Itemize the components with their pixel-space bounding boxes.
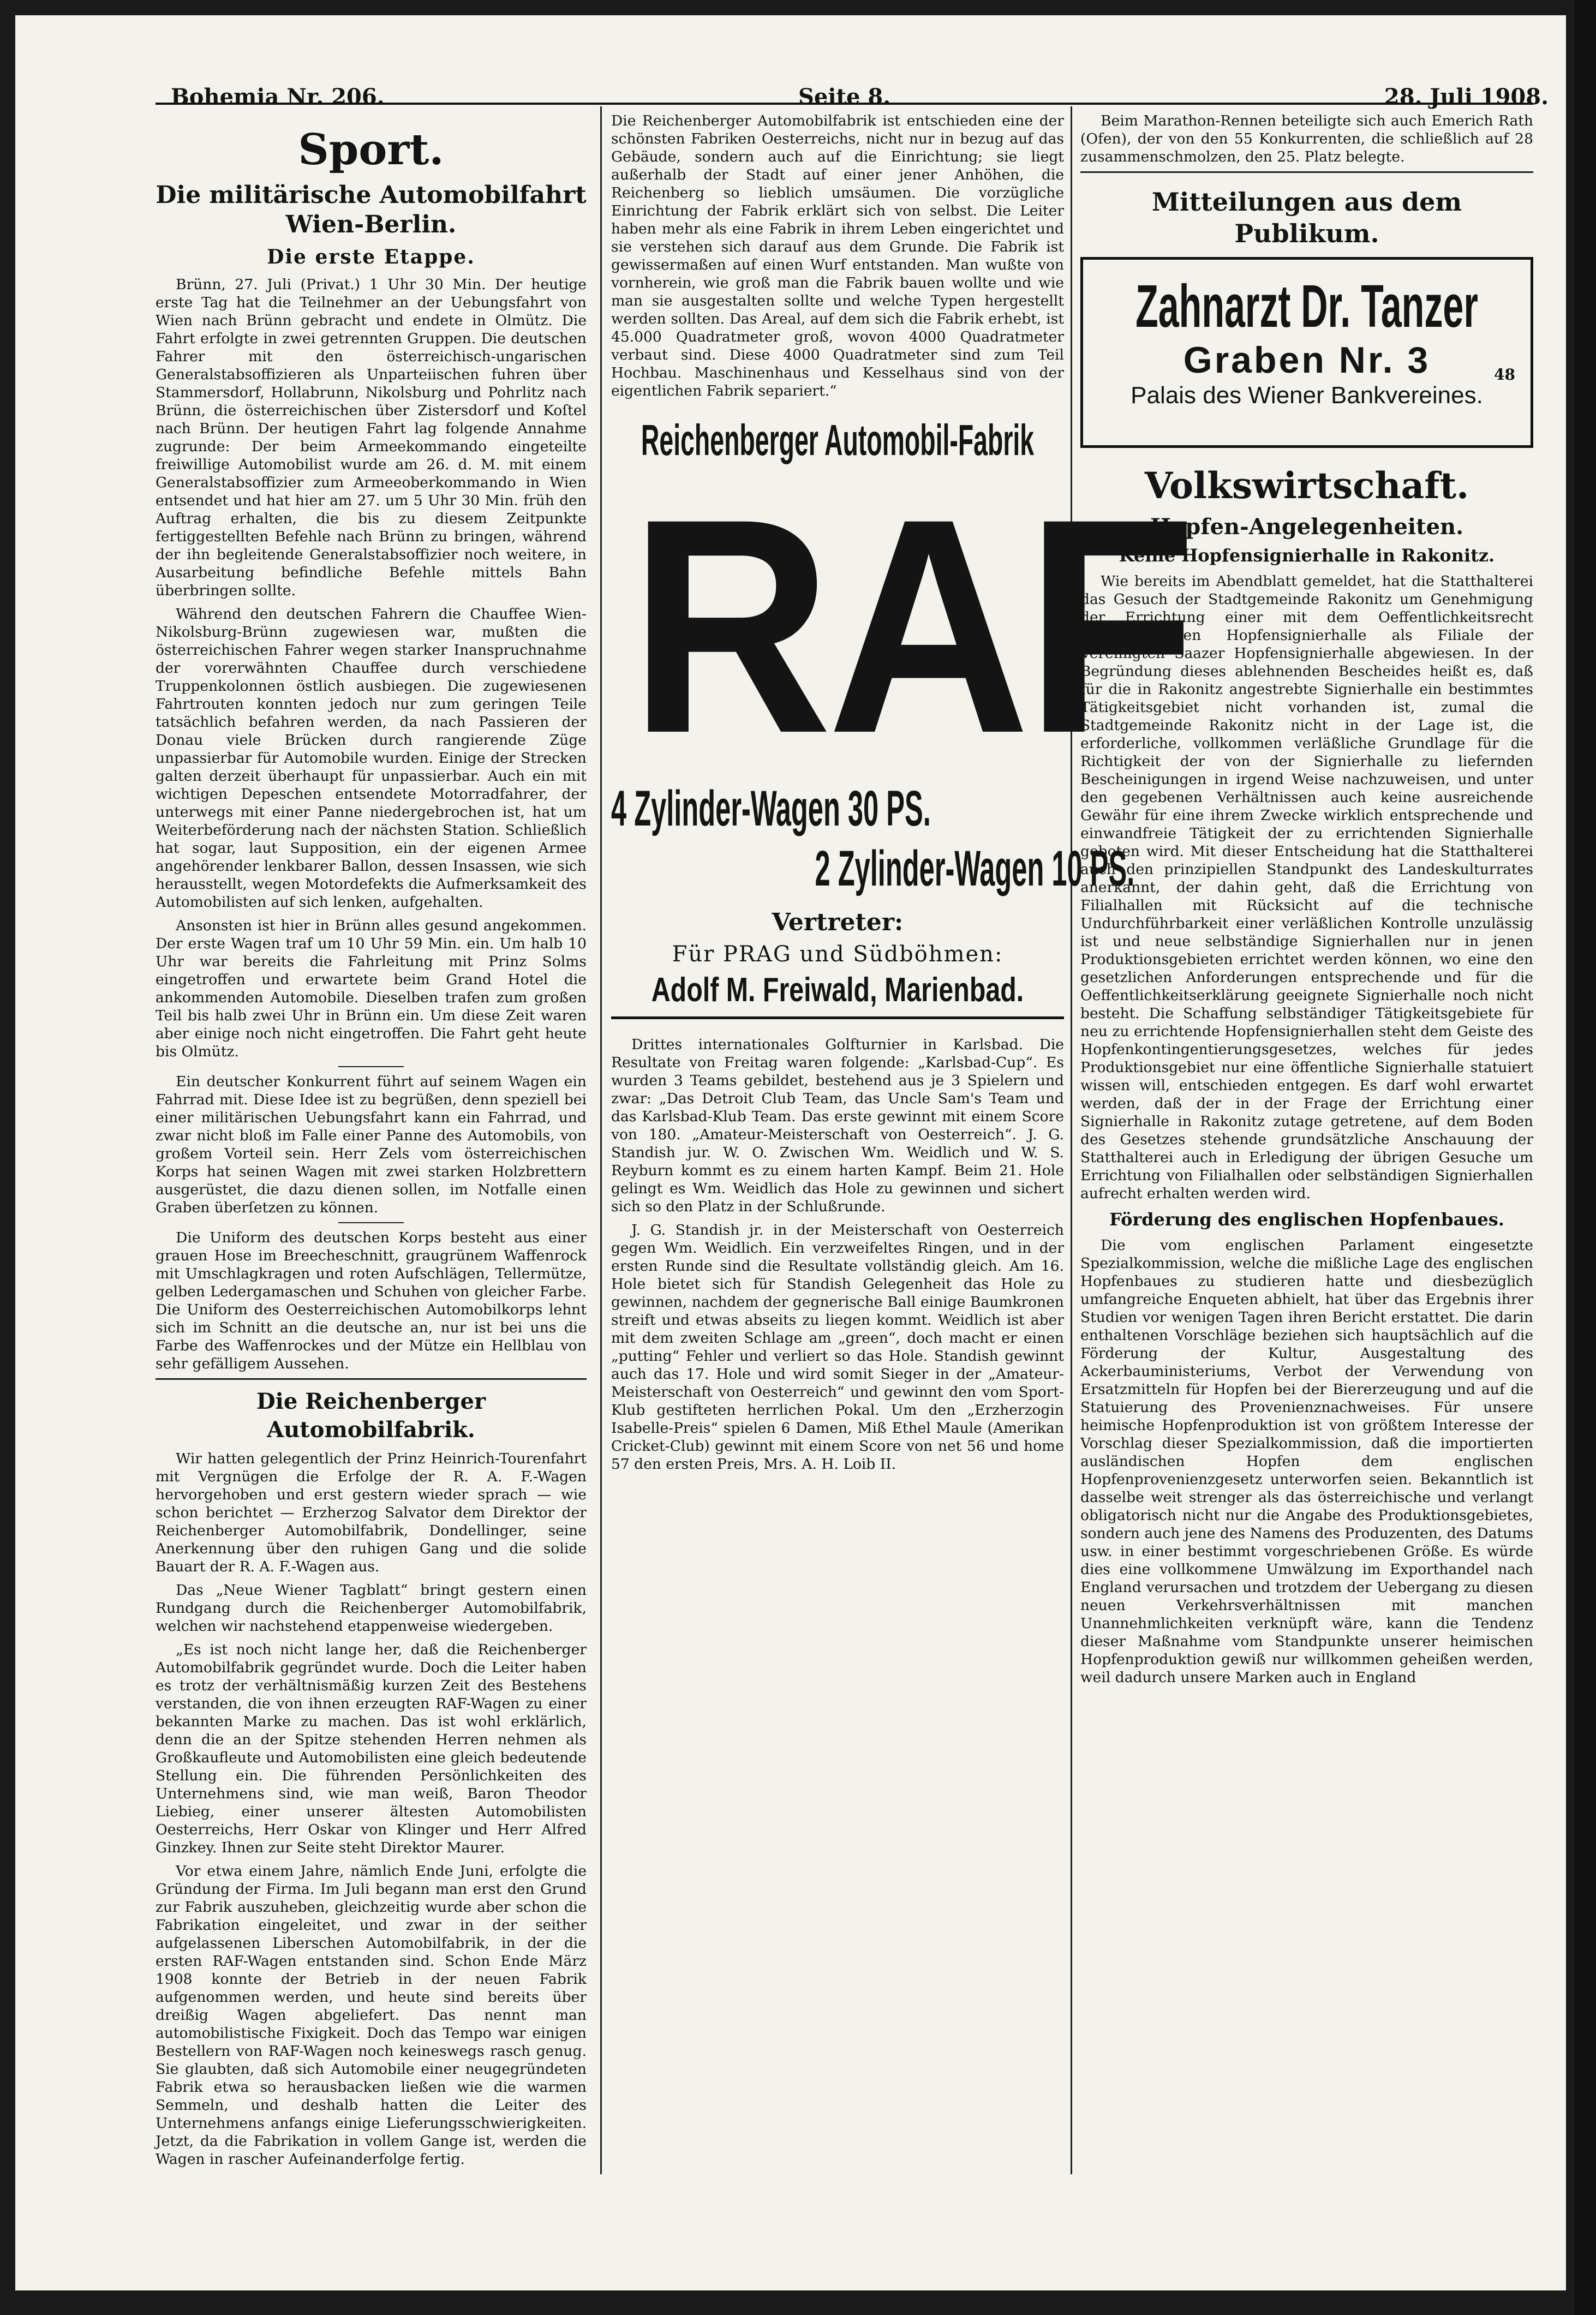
article-title-automobilfahrt: Die militärische Automobilfahrt Wien-Berlin.	[156, 181, 587, 238]
article-paragraph: Vor etwa einem Jahre, nämlich Ende Juni, erfolgte die Gründung der Firma. Im Juli begann man erst den Grund zur Fabrik auszuheben, gleichzeitig wurde aber schon die Fabrikation eingeleitet, und zwar in der seither aufgelassenen Liberschen Automobilfabrik, in der die ersten RAF-Wagen entstanden sind. Schon Ende März 1908 konnte der Betrieb in der neuen Fabrik aufgenommen werden, und heute sind bereits über dreißig Wagen abgeliefert. Das nennt man automobilistische Fixigkeit. Doch das Tempo war einigen Bestellern von RAF-Wagen noch keineswegs rasch genug. Sie glaubten, daß sich Automobile einer neugegründeten Fabrik etwa so herausbacken ließen wie die warmen Semmeln, und deshalb hatten die Leiter des Unternehmens anfangs einige Lieferungsschwierigkeiten. Jetzt, da die Fabrikation in vollem Gange ist, werden die Wagen in rascher Aufeinanderfolge fertig.	[156, 1863, 587, 2168]
column-3	[1080, 112, 1533, 2174]
raf-adolf-freiwald: Adolf M. Freiwald, Marienbad.	[651, 971, 1024, 1009]
header-page-number: Seite 8.	[798, 84, 891, 110]
divider	[338, 1066, 404, 1067]
column-2	[611, 112, 1192, 2174]
article-subtitle-etappe: Die erste Etappe.	[267, 246, 475, 268]
raf-2-cylinder: 2 Zylinder-Wagen 10 PS.	[815, 841, 1135, 896]
header-date: 28. Juli 1908.	[1384, 84, 1549, 110]
article-paragraph: „Es ist noch nicht lange her, daß die Reichenberger Automobilfabrik gegründet wurde. Doch die Leiter haben es trotz der verhältnismäßig kurzen Zeit des Bestehens verstanden, die von ihnen erzeugten RAF-Wagen zu einer bekannten Marke zu machen. Das ist wohl erklärlich, denn die an der Spitze stehenden Herren nehmen als Großkaufleute und Automobilisten eine gleich bedeutende Stellung ein. Die führenden Persönlichkeiten des Unternehmens sind, wie man weiß, Baron Theodor Liebieg, einer unserer ältesten Automobilisten Oesterreichs, Herr Oskar von Klinger und Herr Alfred Ginzkey. Ihnen zur Seite steht Direktor Maurer.	[156, 1641, 587, 1856]
raf-4-cylinder: 4 Zylinder-Wagen 30 PS.	[611, 781, 931, 836]
golf-paragraph: J. G. Standish jr. in der Meisterschaft von Oesterreich gegen Wm. Weidlich. Ein verzweifeltes Ringen, und in der ersten Runde sind die Resultate vollständig gleich. Am 16. Hole bietet sich für Standish Gelegenheit das Hole zu gewinnen, nachdem der gegnerische Ball einige Baumkronen streift und etwas abseits zu liegen kommt. Weidlich ist aber mit dem zweiten Schlage am „green“, doch macht er einen „putting“ Fehler und verliert so das Hole. Standish gewinnt auch das 17. Hole und wird somit Sieger in der „Amateur-Meisterschaft von Oesterreich“ und gewinnt den vom Sport-Klub gestifteten herrlichen Pokal. Um den „Erzherzogin Isabelle-Preis“ spielen 6 Damen, Miß Ethel Maule (Amerikan Cricket-Club) gewinnt mit einem Score von net 56 und home 57 den ersten Preis, Mrs. A. H. Loib II.	[611, 1222, 1064, 1473]
article-paragraph: Brünn, 27. Juli (Privat.) 1 Uhr 30 Min. Der heutige erste Tag hat die Teilnehmer an der Uebungsfahrt von Wien nach Brünn gebracht und endete in Olmütz. Die Fahrt erfolgte in zwei getrennten Gruppen. Die deutschen Fahrer mit den österreichisch-ungarischen Generalstabsoffizieren als Unparteiischen fuhren über Stammersdorf, Hollabrunn, Nikolsburg und Pohrlitz nach Brünn, die österreichischen über Zistersdorf und Koſtel nach Brünn. Der heutigen Fahrt lag folgende Annahme zugrunde: Der beim Armeekommando eingeteilte freiwillige Automobilist wurde am 26. d. M. mit einem Generalstabsoffizier zum Armeeoberkommando in Wien entsendet und hat hier am 27. um 5 Uhr 30 Min. früh den Auftrag erhalten, die bis zu diesem Zeitpunkte fertiggestellten Befehle nach Brünn zu bringen, während der ihn begleitende Generalstabsoffizier noch weitere, in Ausarbeitung befindliche Befehle mittels Bahn überbringen sollte.	[156, 276, 587, 599]
raf-advertisement	[611, 413, 1192, 1019]
column-divider	[1071, 106, 1072, 2174]
raf-logo: RAF	[629, 455, 1192, 797]
golf-paragraph: Drittes internationales Golfturnier in Karlsbad. Die Resultate von Freitag waren folgende: „Karlsbad-Cup“. Es wurden 3 Teams gebildet, bestehend aus je 3 Spielern und zwar: „Das Detroit Club Team, das Uncle Sam's Team und das Karlsbad-Klub Team. Das erste gewinnt mit einem Score von 180. „Amateur-Meisterschaft von Oesterreich“. J. G. Standish jur. W. O. Zwischen Wm. Weidlich und W. S. Reyburn kommt es zu einem harten Kampf. Beim 21. Hole gelingt es Wm. Weidlich das Hole zu gewinnen und sichert sich so den Platz in der Schlußrunde.	[611, 1036, 1064, 1215]
raf-prag: Für PRAG und Südböhmen:	[672, 942, 1003, 967]
article-paragraph: Das „Neue Wiener Tagblatt“ bringt gestern einen Rundgang durch die Reichenberger Automobilfabrik, welchen wir nachstehend etappenweise wiedergeben.	[156, 1582, 587, 1635]
article-paragraph: Die Uniform des deutschen Korps besteht aus einer grauen Hose im Breecheschnitt, graugrünem Waffenrock mit Umschlagkragen und roten Aufschlägen, Tellermütze, gelben Ledergamaschen und Schuhen von gleicher Farbe. Die Uniform des Oesterreichischen Automobilkorps lehnt sich im Schnitt an die deutsche an, nur ist bei uns die Farbe des Waffenrockes und der Mütze ein Hellblau von sehr gefälligem Aussehen.	[156, 1229, 587, 1372]
raf-vertreter: Vertreter:	[772, 908, 904, 936]
subsection-title-hopfen: Hopfen-Angelegenheiten.	[1150, 514, 1464, 540]
article-paragraph: Wir hatten gelegentlich der Prinz Heinrich-Tourenfahrt mit Vergnügen die Erfolge der R. A. F.-Wagen hervorgehoben und erst gestern wieder sprach — wie schon berichtet — Erzherzog Salvator dem Direktor der Reichenberger Automobilfabrik, Dondellinger, seine Anerkennung über den ruhigen Gang und die solide Bauart der R. A. F.-Wagen aus.	[156, 1450, 587, 1575]
divider	[1080, 171, 1533, 173]
divider	[338, 1222, 404, 1223]
header-rule	[156, 103, 1533, 105]
tanzer-palais: Palais des Wiener Bankvereines.	[1131, 382, 1483, 409]
article-paragraph: Die vom englischen Parlament eingesetzte Spezialkommission, welche die mißliche Lage des englischen Hopfenbaues zu studieren hatte und diesbezüglich umfangreiche Enqueten abhielt, hat über das Ergebnis ihrer Studien vor wenigen Tagen ihren Bericht erstattet. Die darin enthaltenen Vorschläge beziehen sich hauptsächlich auf die Förderung der Kultur, Ausgestaltung des Ackerbauministeriums, Verbot der Verwendung von Ersatzmitteln für Hopfen bei der Biererzeugung und auf die Statuierung des Provenienznachweises. Für unsere heimische Hopfenproduktion ist von größtem Interesse der Vorschlag dieser Spezialkommission, daß die importierten ausländischen Hopfen dem englischen Hopfenprovenienzgesetz unterworfen seien. Bekanntlich ist dasselbe weit strenger als das österreichische und verlangt obligatorisch nicht nur die Angabe des Produktionsgebietes, sondern auch jene des Namens des Produzenten, des Datums usw. in einer bestimmt vorgeschriebenen Größe. Es würde dies eine vollkommene Umwälzung im Exporthandel nach England verursachen und trotzdem der Uebergang zu diesen neuen Verkehrsverhältnissen mit manchen Unannehmlichkeiten verknüpft wäre, kann die Tendenz dieser Maßnahme vom Standpunkte unserer heimischen Hopfenproduktion gewiß nur willkommen geheißen werden, weil dadurch unsere Marken auch in England	[1080, 1237, 1533, 1686]
section-title-volkswirtschaft: Volkswirtschaft.	[1144, 464, 1469, 507]
tanzer-house-number: 48	[1494, 366, 1515, 384]
raf-ad-title: Reichenberger Automobil-Fabrik	[641, 416, 1035, 464]
article-paragraph: Ein deutscher Konkurrent führt auf seinem Wagen ein Fahrrad mit. Diese Idee ist zu begrüßen, denn speziell bei einer militärischen Uebungsfahrt kann ein Fahrrad, und zwar nicht bloß im Falle einer Panne des Automobils, von großem Vorteil sein. Herr Zels vom österreichischen Korps hat seinen Wagen mit zwei starken Holzbrettern ausgerüstet, die dazu dienen sollen, im Notfalle einen Graben überſetzen zu können.	[156, 1073, 587, 1216]
header-publication: Bohemia Nr. 206.	[171, 84, 385, 110]
section-title-mitteilungen: Mitteilungen aus dem Publikum.	[1151, 187, 1462, 248]
divider	[156, 1378, 587, 1380]
article-paragraph: Wie bereits im Abendblatt gemeldet, hat die Statthalterei das Gesuch der Stadtgemeinde Rakonitz um Genehmigung der Errichtung einer mit dem Oeffentlichkeitsrecht auszustattenden Hopfensignierhalle als Filiale der Vereinigten Saazer Hopfensignierhalle abgewiesen. In der Begründung dieses ablehnenden Bescheides heißt es, daß für die in Rakonitz angestrebte Signierhalle ein bestimmtes Tätigkeitsgebiet nicht vorhanden ist, zumal die Stadtgemeinde Rakonitz nicht in der Lage ist, die erforderliche, vollkommen verläßliche Grundlage für die Richtigkeit der von der Signierhalle zu liefernden Bescheinigungen in irgend Weise nachzuweisen, und unter den gegebenen Verhältnissen auch keine ausreichende Gewähr für eine ihrem Zwecke wirklich entsprechende und einwandfreie Tätigkeit der zu errichtenden Signierhalle geboten wird. Mit dieser Entscheidung hat die Statthalterei auch den prinzipiellen Standpunkt des Landeskulturrates anerkannt, der dahin geht, daß die Errichtung von Filialhallen mit Rücksicht auf die technische Undurchführbarkeit einer verläßlichen Kontrolle unzulässig ist und neue selbständige Signierhallen nur in jenen Produktionsgebieten errichtet werden können, wo eine den gesetzlichen Anforderungen entsprechende und für die Oeffentlichkeitserklärung geeignete Signierhalle noch nicht besteht. Die Schaffung selbständiger Tätigkeitsgebiete für neu zu errichtende Hopfensignierhallen steht dem Geiste des Hopfenkontingentierungsgesetzes, welches für jedes Produktionsgebiet nur eine öffentliche Signierhalle statuiert wissen will, entschieden entgegen. Es darf wohl erwartet werden, daß der in der Frage der Errichtung einer Signierhalle in Rakonitz zutage getretene, auf dem Boden des Gesetzes stehende grundsätzliche Anschauung der Statthalterei auch in Erledigung der übrigen Gesuche um Errichtung von Filialhallen oder selbständigen Signierhallen aufrecht erhalten werden wird.	[1080, 573, 1533, 1202]
tanzer-advertisement	[1080, 257, 1533, 448]
column-1	[156, 112, 587, 2174]
column-divider	[600, 106, 602, 2174]
tanzer-address: Graben Nr. 3	[1183, 339, 1431, 381]
article-title-signierhalle: Keine Hopfensignierhalle in Rakonitz.	[1119, 545, 1495, 566]
scan-edge	[1574, 0, 1596, 2315]
article-title-foerderung: Förderung des englischen Hopfenbaues.	[1109, 1209, 1504, 1230]
marathon-paragraph: Beim Marathon-Rennen beteiligte sich auch Emerich Rath (Ofen), der von den 55 Konkurrenten, die schließlich auf 28 zusammenschmolzen, den 25. Platz belegte.	[1080, 112, 1533, 165]
article-paragraph: Während den deutschen Fahrern die Chauffee Wien-Nikolsburg-Brünn zugewiesen war, mußten die österreichischen Fahrer wegen starker Inanspruchnahme der vorerwähnten Chauffee durch verschiedene Truppenkolonnen östlich ausbiegen. Die zugewiesenen Fahrtrouten konnten jedoch nur zum geringen Teile tatsächlich befahren werden, da nach Passieren der Donau viele Brücken durch rangierende Züge unpassierbar für Automobile wurden. Einige der Strecken galten derzeit überhaupt für unpassierbar. Auch ein mit wichtigen Depeschen entsendete Motorradfahrer, der unterwegs mit einer Panne niedergebrochen ist, hat um Weiterbeförderung nach der nächsten Station. Schließlich hat sogar, laut Supposition, ein der eigenen Armee angehörender lenkbarer Ballon, dessen Insassen, wie sich herausstellt, wegen Motordefekts die Aufmerksamkeit des Automobilisten auf sich lenken, aufgehalten.	[156, 606, 587, 911]
article-paragraph: Die Reichenberger Automobilfabrik ist entschieden eine der schönsten Fabriken Oesterreichs, nicht nur in bezug auf das Gebäude, sondern auch auf die Einrichtung; sie liegt außerhalb der Stadt auf einer jener Anhöhen, die Reichenberg so lieblich umsäumen. Die vorzügliche Einrichtung der Fabrik erklärt sich von selbst. Die Leiter haben mehr als eine Fabrik in ihrem Leben eingerichtet und sie verstehen sich darauf aus dem Grunde. Die Fabrik ist gewissermaßen auf einen Wurf entstanden. Man wußte von vornherein, wie groß man die Fabrik bauen wollte und wie man sie ausgestalten sollte und welche Typen hergestellt werden sollten. Das Areal, auf dem sich die Fabrik erhebt, ist 45.000 Quadratmeter groß, wovon 4000 Quadratmeter verbaut sind. Diese 4000 Quadratmeter sind zum Teil Hochbau. Maschinenhaus und Kesselhaus sind von der eigentlichen Fabrik separiert.“	[611, 112, 1064, 399]
tanzer-name: Zahnarzt Dr. Tanzer	[1135, 273, 1478, 340]
section-title-sport: Sport.	[298, 125, 444, 175]
article-paragraph: Ansonsten ist hier in Brünn alles gesund angekommen. Der erste Wagen traf um 10 Uhr 59 Min. ein. Um halb 10 Uhr war bereits die Fahrleitung mit Prinz Solms eingetroffen und erwartete beim Grand Hotel die ankommenden Automobile. Dieselben trafen zum großen Teil bis halb zwei Uhr in Brünn ein. Um diese Zeit waren aber einige noch nicht eingetroffen. Die Fahrt geht heute bis Olmütz.	[156, 917, 587, 1060]
article-title-fabrik: Die Reichenberger Automobilfabrik.	[256, 1389, 486, 1443]
